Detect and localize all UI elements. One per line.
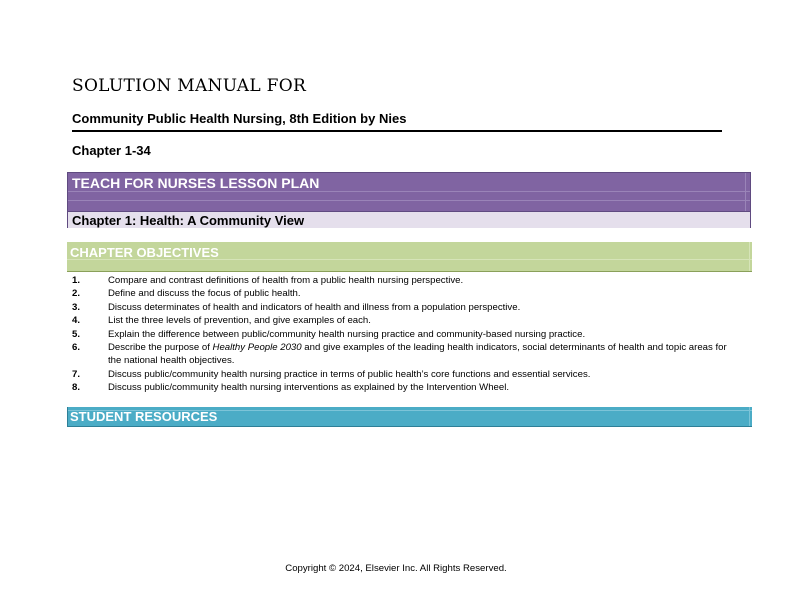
chapter-title: Chapter 1: Health: A Community View <box>72 213 305 228</box>
chapter-range: Chapter 1-34 <box>72 143 151 158</box>
objectives-header <box>67 242 752 272</box>
chapter-title-band <box>68 211 750 228</box>
list-item: 1. Compare and contrast definitions of health from a public health nursing perspective. <box>72 275 464 286</box>
lesson-plan-title: TEACH FOR NURSES LESSON PLAN <box>72 175 320 191</box>
list-item: 5. Explain the difference between public/community health nursing practice and community-based nursing practice. <box>72 328 586 340</box>
objectives-heading: CHAPTER OBJECTIVES <box>70 245 219 260</box>
list-item: 8. Discuss public/community health nursing interventions as explained by the Intervention Wheel. <box>72 382 510 394</box>
copyright-footer: Copyright © 2024, Elsevier Inc. All Rights Reserved. <box>285 563 507 574</box>
list-item: 6. Describe the purpose of Healthy People 2030 and give examples of the leading health indicators, social determinants of health and topic areas for the national health objectives. <box>72 342 727 367</box>
resources-heading: STUDENT RESOURCES <box>70 409 218 424</box>
resources-header <box>67 407 752 427</box>
list-item: 2. Define and discuss the focus of public health. <box>72 288 301 300</box>
list-item: 3. Discuss determinates of health and indicators of health and illness from a population perspective. <box>72 301 521 313</box>
objectives-list <box>72 274 732 395</box>
manual-title: SOLUTION MANUAL FOR <box>72 76 307 96</box>
list-item: 7. Discuss public/community health nursing practice in terms of public health’s core functions and essential services. <box>72 368 591 380</box>
book-title: Community Public Health Nursing, 8th Edition by Nies <box>72 111 407 126</box>
list-item: 4. List the three levels of prevention, and give examples of each. <box>72 315 371 327</box>
lesson-plan-header <box>68 173 750 211</box>
title-divider <box>72 130 722 132</box>
